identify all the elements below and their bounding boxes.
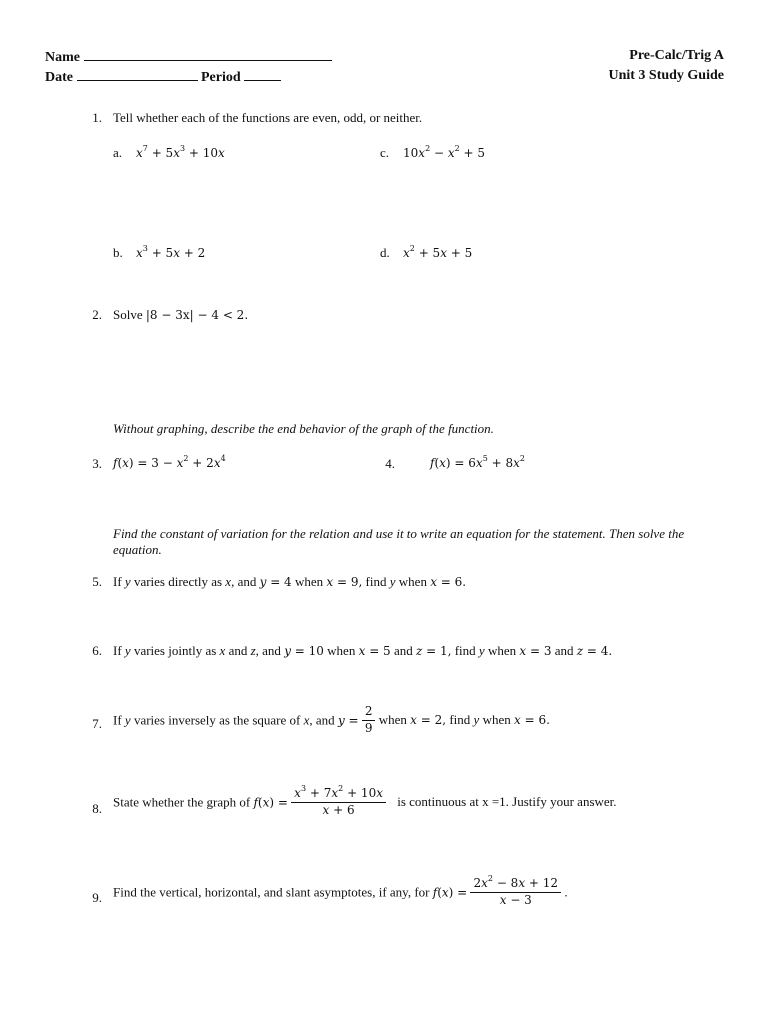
q5-text: If y varies directly as x, and y = 4 when x = 9, find y when x = 6.	[113, 574, 467, 589]
name-field[interactable]	[84, 48, 332, 61]
period-label: Period	[201, 70, 241, 85]
q9-text-before: Find the vertical, horizontal, and slant asymptotes, if any, for	[113, 884, 430, 900]
q8-text-before: State whether the graph of	[113, 794, 251, 810]
q2-expression: |8 − 3x| − 4 < 2.	[145, 308, 249, 322]
q1-text: Tell whether each of the functions are even, odd, or neither.	[113, 110, 423, 125]
date-field[interactable]	[77, 68, 198, 81]
q1b-expression: $x^3 + 5x + 2$	[136, 244, 206, 260]
q9-number: 9.	[92, 890, 102, 905]
q6-number: 6.	[92, 643, 102, 658]
q1d-label: d.	[380, 245, 390, 260]
q4-expression: $f(x) = 6x^5 + 8x^2$	[430, 454, 525, 470]
variation-instruction-line1: Find the constant of variation for the relation and use it to write an equation for the statement. Then solve the	[113, 526, 685, 541]
q6-text: If y varies jointly as x and z, and y = 10 when x = 5 and z = 1, find y when x = 3 and z = 4.	[113, 643, 613, 658]
name-line	[45, 48, 332, 66]
q2-number: 2.	[92, 307, 102, 322]
course-title: Pre-Calc/Trig A	[629, 48, 724, 63]
q8-number: 8.	[92, 801, 102, 816]
date-period-line	[45, 68, 281, 86]
q1c-label: c.	[380, 145, 390, 160]
q1a-expression: $x^7 + 5x^3 + 10x$	[136, 144, 225, 160]
q1a-label: a.	[113, 145, 123, 160]
q8-fraction: $\frac{x^3 + 7x^2 + 10x}{x + 6}$	[291, 787, 386, 818]
date-label: Date	[45, 70, 73, 85]
q3-number: 3.	[92, 456, 102, 471]
q9-line: Find the vertical, horizontal, and slant asymptotes, if any, for f(x) = $\frac{2x^2 - 8x + 12}{x - 3}$ .	[113, 874, 568, 907]
q1-number: 1.	[92, 110, 102, 125]
q9-fraction: $\frac{2x^2 - 8x + 12}{x - 3}$	[470, 877, 561, 908]
end-behavior-instruction: Without graphing, describe the end behavior of the graph of the function.	[113, 421, 494, 436]
q3-expression: $f(x) = 3 - x^2 + 2x^4$	[113, 454, 226, 470]
period-field[interactable]	[244, 68, 281, 81]
q2-line	[113, 307, 248, 323]
q7-fraction: $\frac{2}{9}$	[362, 705, 376, 736]
variation-instruction-line2: equation.	[113, 542, 162, 557]
name-label: Name	[45, 50, 80, 65]
q1d-expression: $x^2 + 5x + 5$	[403, 244, 473, 260]
q2-text: Solve	[113, 307, 143, 322]
q1c-expression: $10x^2 - x^2 + 5$	[403, 144, 486, 160]
q5-number: 5.	[92, 574, 102, 589]
guide-title: Unit 3 Study Guide	[608, 68, 724, 83]
q1b-label: b.	[113, 245, 123, 260]
q8-text-after: is continuous at x =1. Justify your answer.	[397, 794, 617, 810]
q8-line: State whether the graph of f(x) = $\frac{x^3 + 7x^2 + 10x}{x + 6}$ is continuous at x =1. Justify your answer.	[113, 784, 617, 817]
q4-number: 4.	[385, 456, 395, 471]
q7-text: If y varies inversely as the square of x, and y = $\frac{2}{9}$ when x = 2, find y when x = 6.	[113, 704, 550, 735]
q7-number: 7.	[92, 716, 102, 731]
